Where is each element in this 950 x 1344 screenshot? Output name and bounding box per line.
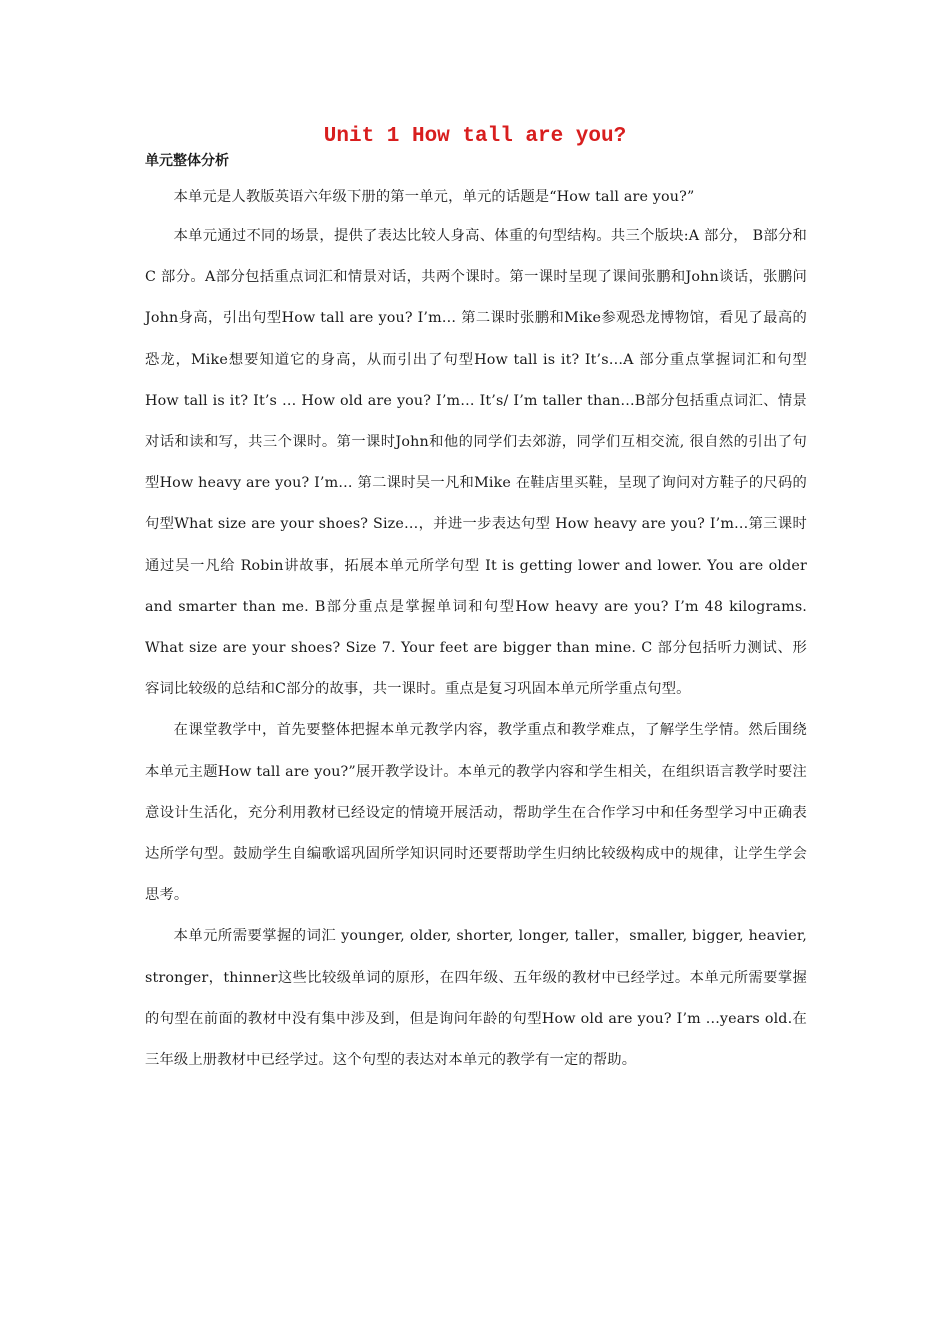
document-title: Unit 1 How tall are you? <box>323 125 627 148</box>
section-heading: 单元整体分析 <box>145 153 229 169</box>
paragraph-intro: 本单元是人教版英语六年级下册的第一单元，单元的话题是“How tall are you?” <box>173 189 695 205</box>
paragraph-structure: 本单元通过不同的场景，提供了表达比较人身高、体重的句型结构。共三个版块:A 部分， B部分和C 部分。A部分包括重点词汇和情景对话，共两个课时。第一课时呈现了课间张鹏和John谈话，张鹏问John身高，引出句型How tall are you? I’m… 第二课时张鹏和Mike参观恐龙博物馆，看见了最高的恐龙，Mike想要知道它的身高，从而引出了句型How tall is it? It’s…A 部分重点掌握词汇和句型How tall is it? It’s … How old are you? I’m… It’s/ I’m taller than…B部分包括重点词汇、情景对话和读和写，共三个课时。第一课时John和他的同学们去郊游，同学们互相交流, 很自然的引出了句型How heavy are you? I’m… 第二课时吴一凡和Mike 在鞋店里买鞋，呈现了询问对方鞋子的尺码的句型What size are your shoes? Size…，并进一步表达句型 How heavy are you? I’m…第三课时通过吴一凡给 Robin讲故事，拓展本单元所学句型 It is getting lower and lower. You are older and smarter than me. B部分重点是掌握单词和句型How heavy are you? I’m 48 kilograms. What size are your shoes? Size 7. Your feet are bigger than mine. C 部分包括听力测试、形容词比较级的总结和C部分的故事，共一课时。重点是复习巩固本单元所学重点句型。 <box>145 228 807 698</box>
document-body <box>145 178 807 1081</box>
paragraph-vocabulary: 本单元所需要掌握的词汇 younger, older, shorter, longer, taller，smaller, bigger, heavier, stronger，thinner这些比较级单词的原形，在四年级、五年级的教材中已经学过。本单元所需要掌握的句型在前面的教材中没有集中涉及到，但是询问年龄的句型How old are you? I’m ...years old.在三年级上册教材中已经学过。这个句型的表达对本单元的教学有一定的帮助。 <box>145 928 807 1069</box>
paragraph-teaching: 在课堂教学中，首先要整体把握本单元教学内容，教学重点和教学难点，了解学生学情。然后围绕本单元主题How tall are you?”展开教学设计。本单元的教学内容和学生相关，在组织语言教学时要注意设计生活化，充分利用教材已经设定的情境开展活动，帮助学生在合作学习中和任务型学习中正确表达所学句型。鼓励学生自编歌谣巩固所学知识同时还要帮助学生归纳比较级构成中的规律，让学生学会思考。 <box>145 722 807 904</box>
